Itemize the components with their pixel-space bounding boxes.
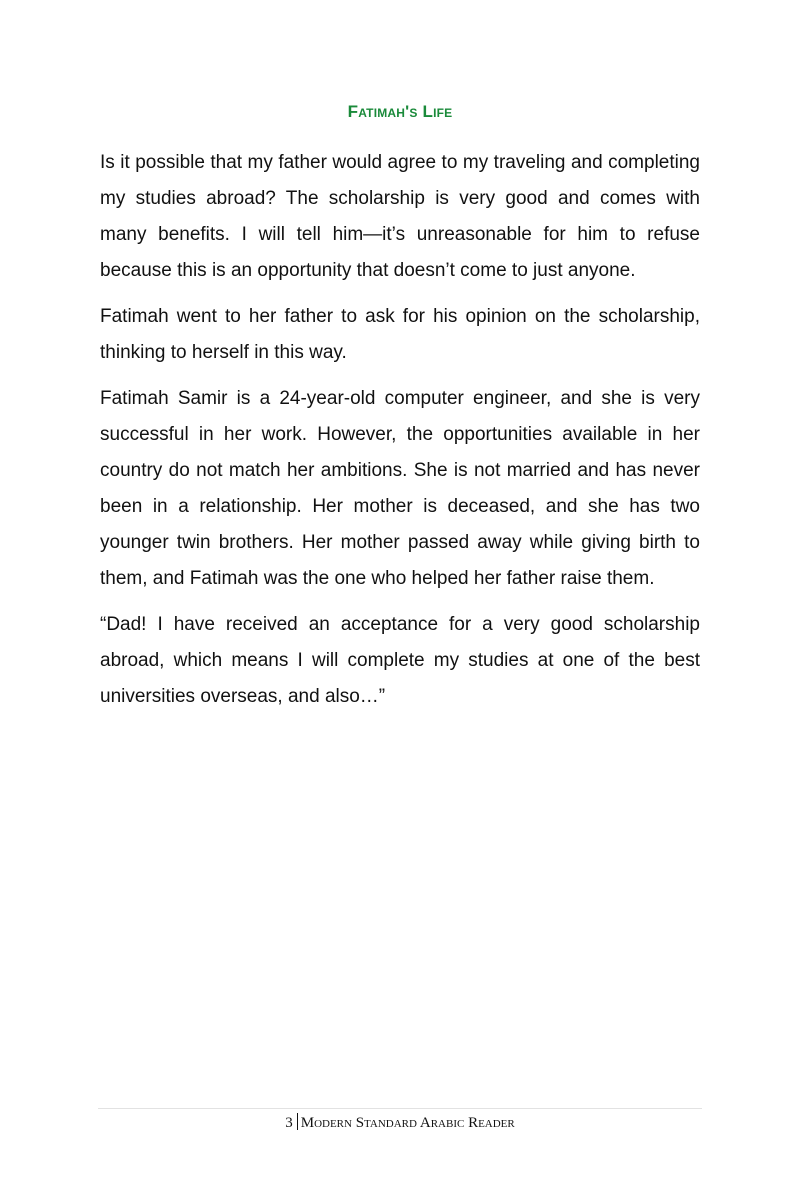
page-number: 3 <box>285 1115 293 1131</box>
footer-separator <box>297 1113 298 1130</box>
document-body <box>100 145 700 725</box>
paragraph-2: Fatimah went to her father to ask for his opinion on the scholarship, thinking to herself in this way. <box>100 306 700 363</box>
book-title: Modern Standard Arabic Reader <box>300 1115 515 1131</box>
paragraph-4: “Dad! I have received an acceptance for a very good scholarship abroad, which means I will complete my studies at one of the best universities overseas, and also…” <box>100 614 700 707</box>
paragraph-1: Is it possible that my father would agree to my traveling and completing my studies abroad? The scholarship is very good and comes with many benefits. I will tell him—it’s unreasonable for him to refuse because this is an opportunity that doesn’t come to just anyone. <box>100 152 700 281</box>
page-title: Fatimah's Life <box>347 102 453 121</box>
footer-divider <box>98 1108 702 1109</box>
paragraph-3: Fatimah Samir is a 24-year-old computer engineer, and she is very successful in her work. However, the opportunities available in her country do not match her ambitions. She is not married and has never been in a relationship. Her mother is deceased, and she has two younger twin brothers. Her mother passed away while giving birth to them, and Fatimah was the one who helped her father raise them. <box>100 388 700 589</box>
page-footer <box>0 1113 800 1132</box>
